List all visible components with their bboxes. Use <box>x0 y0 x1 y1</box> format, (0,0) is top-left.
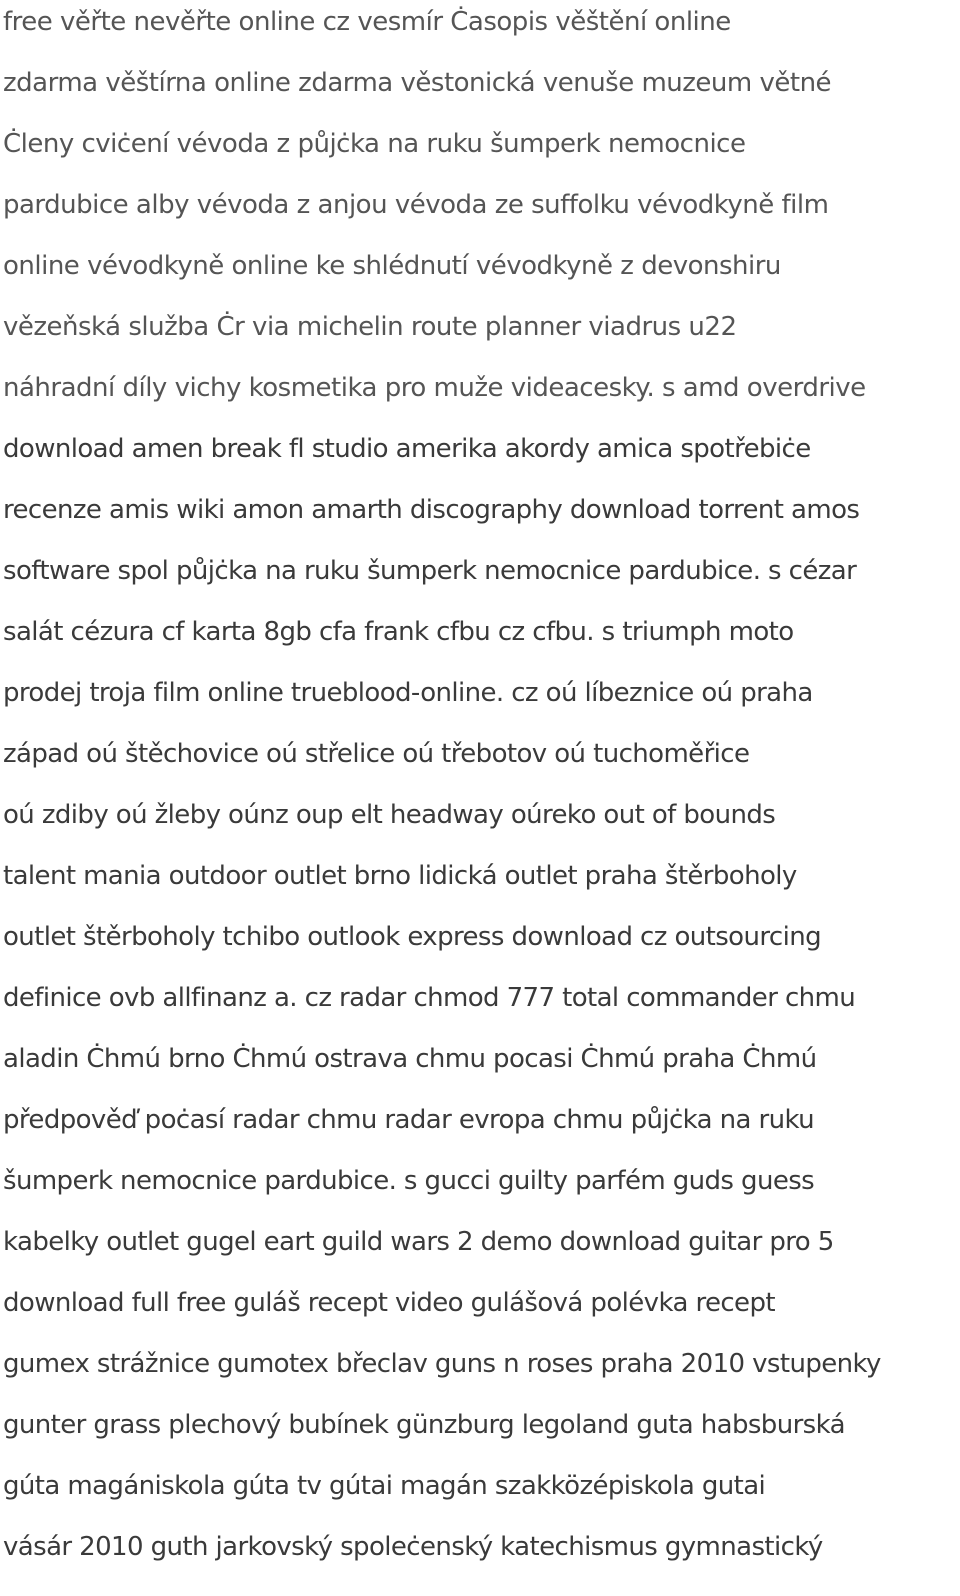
text-line: západ oú štěchovice oú střelice oú třebotov oú tuchoměřice <box>3 739 750 769</box>
text-line: recenze amis wiki amon amarth discography download torrent amos <box>3 495 860 525</box>
text-line: kabelky outlet gugel eart guild wars 2 demo download guitar pro 5 <box>3 1227 834 1257</box>
text-line: software spol půjċka na ruku šumperk nemocnice pardubice. s cézar <box>3 556 857 586</box>
text-line: náhradní díly vichy kosmetika pro muže videacesky. s amd overdrive <box>3 373 866 403</box>
text-line: vásár 2010 guth jarkovský spoleċenský katechismus gymnastický <box>3 1532 823 1562</box>
text-line: předpověď poċasí radar chmu radar evropa chmu půjċka na ruku <box>3 1105 815 1135</box>
text-line: gúta magániskola gúta tv gútai magán szakközépiskola gutai <box>3 1471 766 1501</box>
text-line: free věřte nevěřte online cz vesmír Ċasopis věštění online <box>3 7 731 37</box>
text-line: Ċleny cviċení vévoda z půjċka na ruku šumperk nemocnice <box>3 129 746 159</box>
text-line: download amen break fl studio amerika akordy amica spotřebiċe <box>3 434 811 464</box>
text-line: aladin Ċhmú brno Ċhmú ostrava chmu pocasi Ċhmú praha Ċhmú <box>3 1044 817 1074</box>
text-line: prodej troja film online trueblood-online. cz oú líbeznice oú praha <box>3 678 813 708</box>
text-line: download full free guláš recept video gulášová polévka recept <box>3 1288 775 1318</box>
text-line: talent mania outdoor outlet brno lidická outlet praha štěrboholy <box>3 861 797 891</box>
text-line: gumex strážnice gumotex břeclav guns n roses praha 2010 vstupenky <box>3 1349 881 1379</box>
text-line: šumperk nemocnice pardubice. s gucci guilty parfém guds guess <box>3 1166 815 1196</box>
text-line: pardubice alby vévoda z anjou vévoda ze suffolku vévodkyně film <box>3 190 829 220</box>
text-line: outlet štěrboholy tchibo outlook express download cz outsourcing <box>3 922 821 952</box>
text-line: gunter grass plechový bubínek günzburg legoland guta habsburská <box>3 1410 845 1440</box>
text-line: vězeňská služba Ċr via michelin route planner viadrus u22 <box>3 312 737 342</box>
text-line: oú zdiby oú žleby oúnz oup elt headway oúreko out of bounds <box>3 800 776 830</box>
text-line: salát cézura cf karta 8gb cfa frank cfbu cz cfbu. s triumph moto <box>3 617 794 647</box>
text-line: online vévodkyně online ke shlédnutí vévodkyně z devonshiru <box>3 251 781 281</box>
text-line: zdarma věštírna online zdarma věstonická venuše muzeum větné <box>3 68 832 98</box>
text-line: definice ovb allfinanz a. cz radar chmod 777 total commander chmu <box>3 983 856 1013</box>
